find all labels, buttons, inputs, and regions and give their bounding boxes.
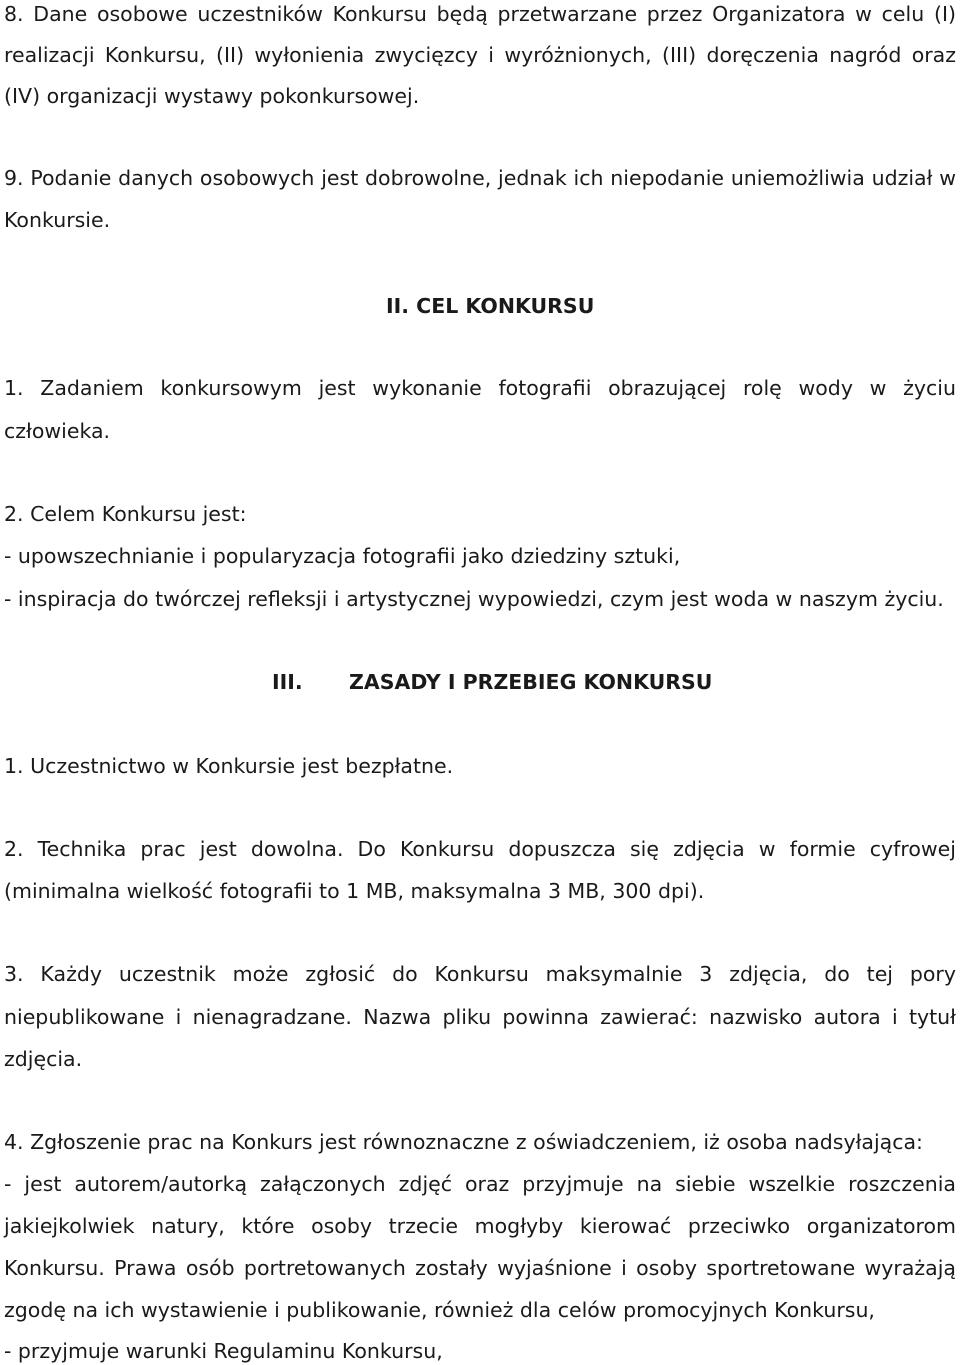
zasady-2-line-1: 2. Technika prac jest dowolna. Do Konkursu dopuszcza się zdjęcia w formie cyfrowej — [4, 837, 956, 861]
paragraph-9-line-1: 9. Podanie danych osobowych jest dobrowolne, jednak ich niepodanie uniemożliwia udział w — [4, 166, 956, 190]
zasady-3-line-1: 3. Każdy uczestnik może zgłosić do Konkursu maksymalnie 3 zdjęcia, do tej pory — [4, 962, 956, 986]
zasady-4-line-1: 4. Zgłoszenie prac na Konkurs jest równoznaczne z oświadczeniem, iż osoba nadsyłająca: — [4, 1130, 923, 1154]
paragraph-8-line-3: (IV) organizacji wystawy pokonkursowej. — [4, 84, 420, 108]
cel-2-line-3: - inspiracja do twórczej refleksji i artystycznej wypowiedzi, czym jest woda w naszym życiu. — [4, 587, 944, 611]
cel-2-line-2: - upowszechnianie i popularyzacja fotografii jako dziedziny sztuki, — [4, 544, 681, 568]
paragraph-8-line-2: realizacji Konkursu, (II) wyłonienia zwycięzcy i wyróżnionych, (III) doręczenia nagród oraz — [4, 43, 956, 67]
paragraph-8-line-1: 8. Dane osobowe uczestników Konkursu będą przetwarzane przez Organizatora w celu (I) — [4, 2, 956, 26]
section-heading-zasady: ZASADY I PRZEBIEG KONKURSU — [349, 670, 713, 694]
zasady-4-line-3: jakiejkolwiek natury, które osoby trzecie mogłyby kierować przeciwko organizatorom — [4, 1214, 956, 1238]
cel-2-line-1: 2. Celem Konkursu jest: — [4, 502, 247, 526]
zasady-1: 1. Uczestnictwo w Konkursie jest bezpłatne. — [4, 754, 454, 778]
zasady-2-line-2: (minimalna wielkość fotografii to 1 MB, maksymalna 3 MB, 300 dpi). — [4, 879, 705, 903]
cel-1-line-1: 1. Zadaniem konkursowym jest wykonanie fotografii obrazującej rolę wody w życiu — [4, 376, 956, 400]
zasady-4-line-5: zgodę na ich wystawienie i publikowanie, również dla celów promocyjnych Konkursu, — [4, 1298, 875, 1322]
zasady-3-line-2: niepublikowane i nienagradzane. Nazwa pliku powinna zawierać: nazwisko autora i tytuł — [4, 1005, 956, 1029]
zasady-3-line-3: zdjęcia. — [4, 1047, 83, 1071]
cel-1-line-2: człowieka. — [4, 419, 111, 443]
section-heading-cel: II. CEL KONKURSU — [386, 294, 595, 318]
paragraph-9-line-2: Konkursie. — [4, 208, 111, 232]
zasady-4-line-2: - jest autorem/autorką załączonych zdjęć oraz przyjmuje na siebie wszelkie roszczenia — [4, 1172, 956, 1196]
zasady-4-line-6: - przyjmuje warunki Regulaminu Konkursu, — [4, 1339, 443, 1363]
zasady-4-line-4: Konkursu. Prawa osób portretowanych zostały wyjaśnione i osoby sportretowane wyrażają — [4, 1256, 956, 1280]
section-heading-number: III. — [272, 670, 303, 694]
